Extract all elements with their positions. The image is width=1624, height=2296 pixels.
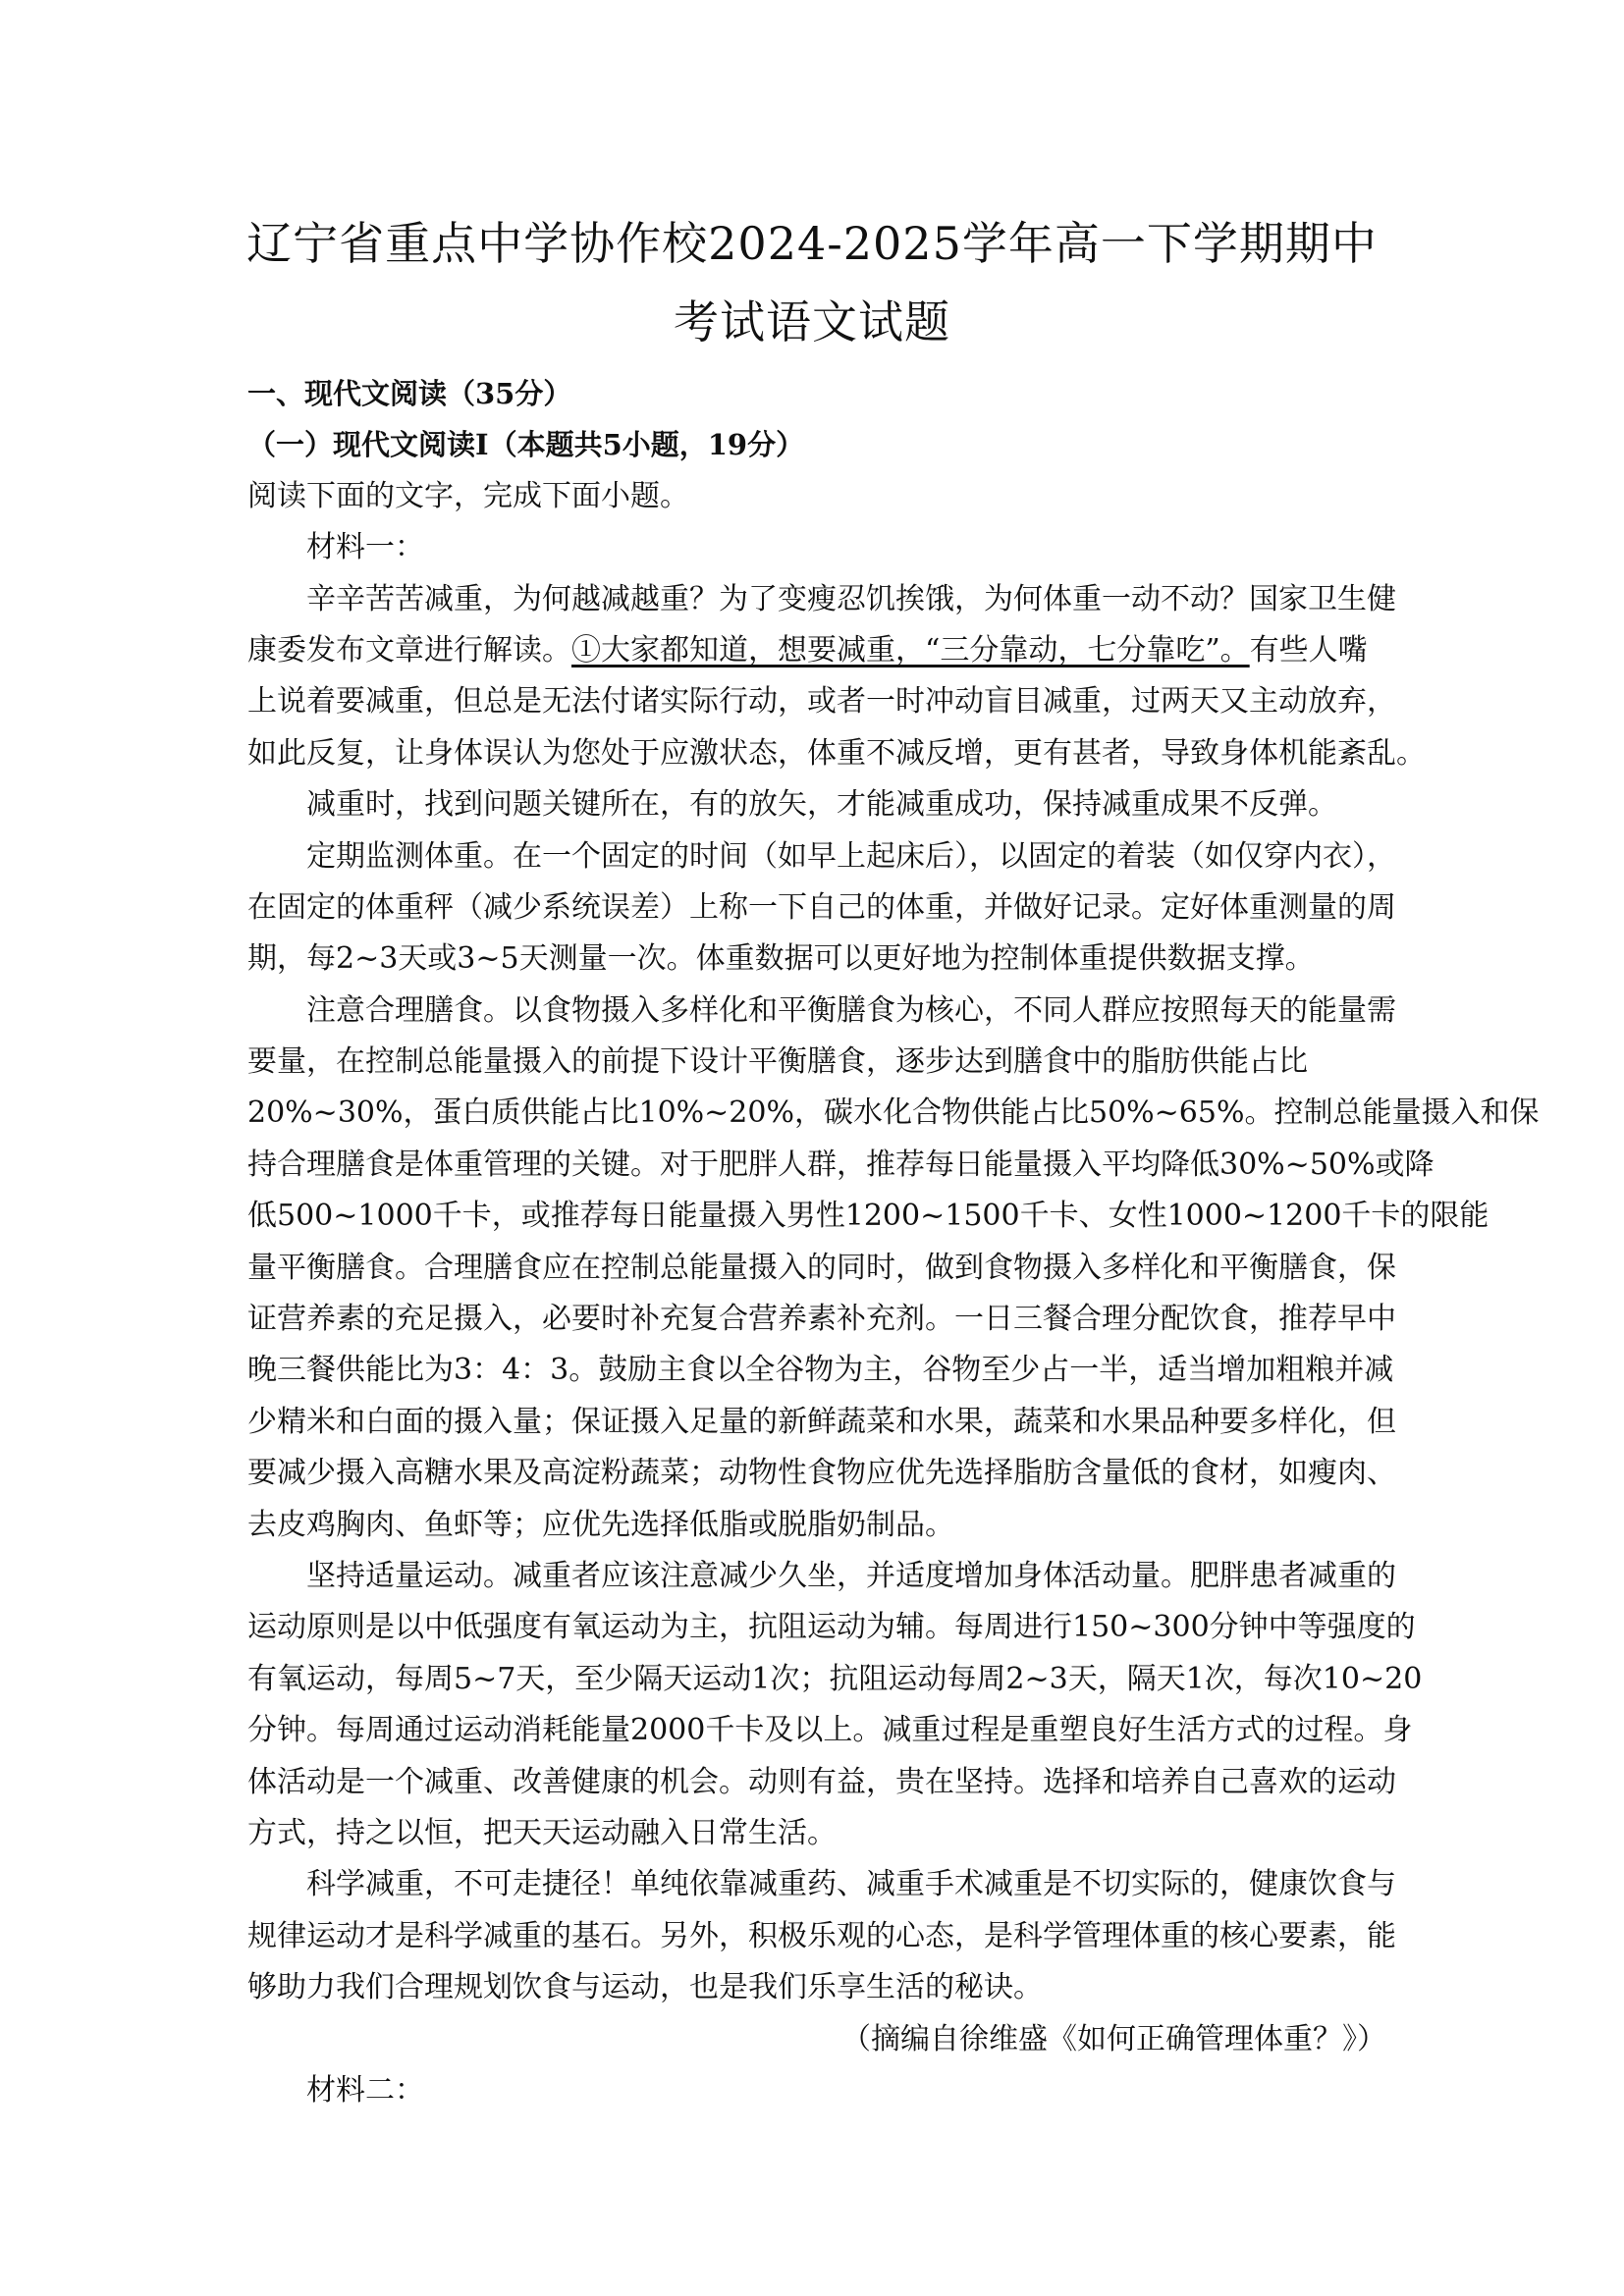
source-citation: （摘编自徐维盛《如何正确管理体重？》） (841, 2021, 1386, 2056)
paragraph-4 (247, 986, 1540, 1551)
text-line: 持合理膳食是体重管理的关键。对于肥胖人群，推荐每日能量摄入平均降低30%~50%或降 (247, 1147, 1435, 1182)
paragraph-3 (247, 831, 1396, 986)
text-line: 运动原则是以中低强度有氧运动为主，抗阻运动为辅。每周进行150~300分钟中等强度的 (247, 1610, 1416, 1645)
text-line: 坚持适量运动。减重者应该注意减少久坐，并适度增加身体活动量。肥胖患者减重的 (306, 1558, 1396, 1593)
exam-title-line-1: 辽宁省重点中学协作校2024-2025学年高一下学期期中 (246, 217, 1378, 270)
page-body (247, 368, 1540, 2116)
paragraph-6 (247, 1859, 1396, 2013)
underlined-sentence-1: ①大家都知道，想要减重，“三分靠动，七分靠吃”。 (571, 632, 1250, 667)
text-line: 定期监测体重。在一个固定的时间（如早上起床后），以固定的着装（如仅穿内衣）， (306, 838, 1396, 874)
text-line: 体活动是一个减重、改善健康的机会。动则有益，贵在坚持。选择和培养自己喜欢的运动 (247, 1764, 1396, 1799)
text-line: 去皮鸡胸肉、鱼虾等；应优先选择低脂或脱脂奶制品。 (247, 1507, 954, 1542)
text-line: 科学减重，不可走捷径！单纯依靠减重药、减重手术减重是不切实际的，健康饮食与 (306, 1867, 1396, 1902)
text-line: 如此反复，让身体误认为您处于应激状态，体重不减反增，更有甚者，导致身体机能紊乱。 (247, 735, 1426, 771)
text-line: 减重时，找到问题关键所在，有的放矢，才能减重成功，保持减重成果不反弹。 (306, 787, 1337, 823)
text-line: 晚三餐供能比为3：4：3。鼓励主食以全谷物为主，谷物至少占一半，适当增加粗粮并减 (247, 1353, 1394, 1388)
text-line: 要量，在控制总能量摄入的前提下设计平衡膳食，逐步达到膳食中的脂肪供能占比 (247, 1044, 1308, 1080)
text-line: 证营养素的充足摄入，必要时补充复合营养素补充剂。一日三餐合理分配饮食，推荐早中 (247, 1302, 1396, 1337)
text-line: 量平衡膳食。合理膳食应在控制总能量摄入的同时，做到食物摄入多样化和平衡膳食，保 (247, 1250, 1396, 1285)
text-line: 方式，持之以恒，把天天运动融入日常生活。 (247, 1815, 837, 1850)
text-span: 康委发布文章进行解读。 (247, 632, 571, 667)
text-line: 期，每2~3天或3~5天测量一次。体重数据可以更好地为控制体重提供数据支撑。 (247, 941, 1315, 977)
paragraph-2 (247, 779, 1386, 830)
text-line: 要减少摄入高糖水果及高淀粉蔬菜；动物性食物应优先选择脂肪含量低的食材，如瘦肉、 (247, 1456, 1396, 1491)
text-span: 有些人嘴 (1249, 632, 1368, 667)
text-line: 上说着要减重，但总是无法付诸实际行动，或者一时冲动盲目减重，过两天又主动放弃， (247, 684, 1396, 720)
exam-title-line-2: 考试语文试题 (674, 295, 950, 348)
material-one-label: 材料一： (306, 530, 424, 565)
text-line: 注意合理膳食。以食物摄入多样化和平衡膳食为核心，不同人群应按照每天的能量需 (306, 992, 1396, 1028)
section-heading: 一、现代文阅读（35分） (247, 377, 572, 410)
text-line (247, 625, 1386, 676)
instruction-text: 阅读下面的文字，完成下面小题。 (247, 478, 689, 513)
text-line: 够助力我们合理规划饮食与运动，也是我们乐享生活的秘诀。 (247, 1970, 1043, 2005)
text-line: 辛辛苦苦减重，为何越减越重？为了变瘦忍饥挨饿，为何体重一动不动？国家卫生健 (306, 581, 1396, 616)
text-line: 规律运动才是科学减重的基石。另外，积极乐观的心态，是科学管理体重的核心要素，能 (247, 1918, 1396, 1953)
material-two-label: 材料二： (306, 2072, 424, 2108)
subsection-heading: （一）现代文阅读Ⅰ（本题共5小题，19分） (247, 428, 805, 462)
text-line: 少精米和白面的摄入量；保证摄入足量的新鲜蔬菜和水果，蔬菜和水果品种要多样化，但 (247, 1404, 1396, 1439)
text-line: 20%~30%，蛋白质供能占比10%~20%，碳水化合物供能占比50%~65%。控制总能量摄入和保 (247, 1095, 1540, 1131)
text-line: 低500~1000千卡，或推荐每日能量摄入男性1200~1500千卡、女性1000~1200千卡的限能 (247, 1199, 1489, 1234)
text-line: 分钟。每周通过运动消耗能量2000千卡及以上。减重过程是重塑良好生活方式的过程。身 (247, 1713, 1413, 1748)
text-line: 在固定的体重秤（减少系统误差）上称一下自己的体重，并做好记录。定好体重测量的周 (247, 889, 1396, 925)
paragraph-1 (247, 574, 1426, 780)
paragraph-5 (247, 1551, 1423, 1859)
text-line: 有氧运动，每周5~7天，至少隔天运动1次；抗阻运动每周2~3天，隔天1次，每次10~20 (247, 1661, 1423, 1696)
